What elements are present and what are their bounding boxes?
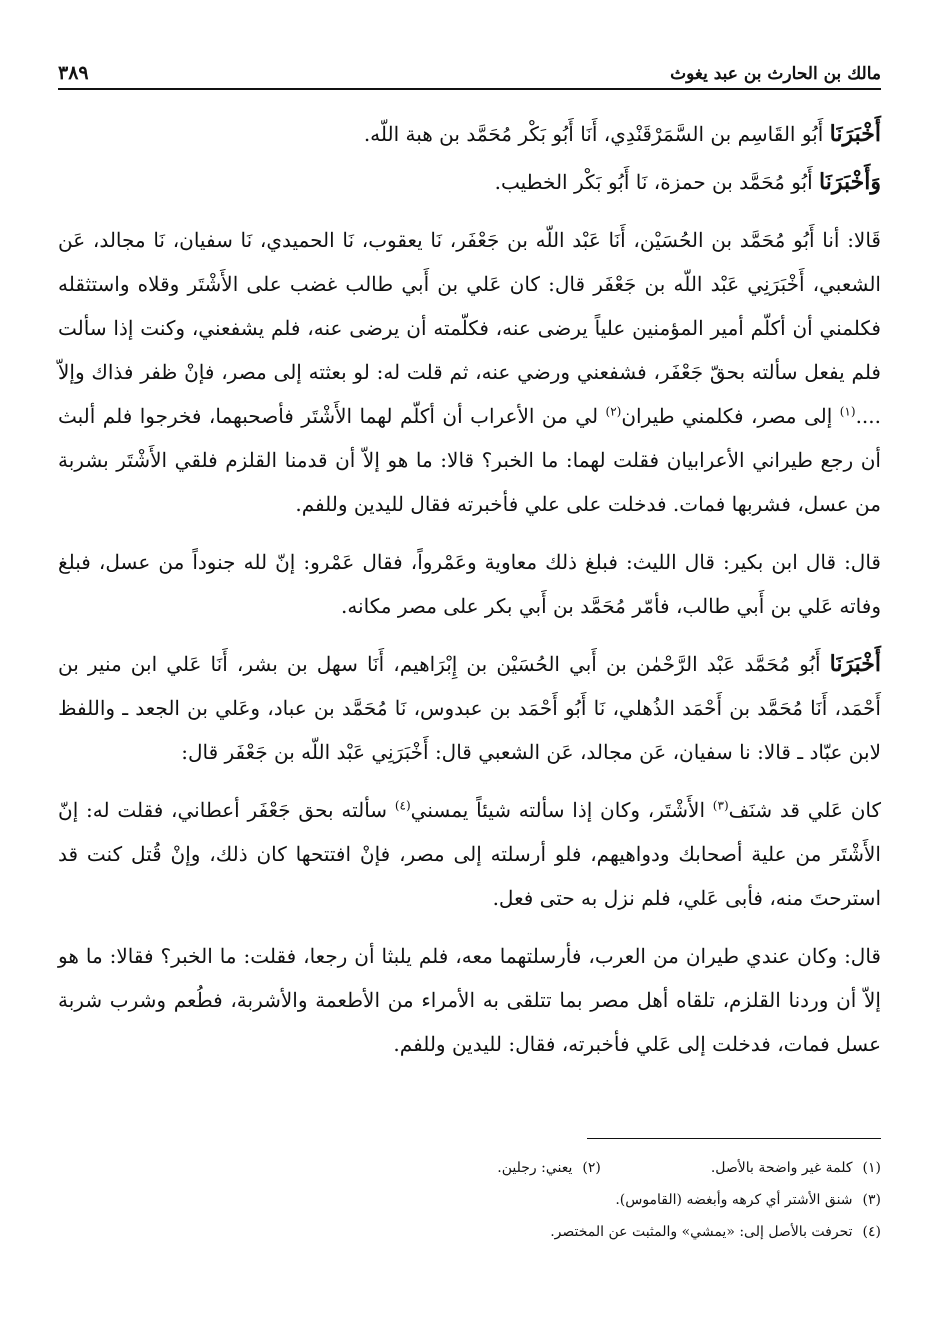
footnote-ref-1[interactable]: (١) [839,404,856,419]
footnote-number: (٣) [862,1192,881,1208]
footnote-1 [711,1152,881,1184]
footnote-divider [587,1138,881,1139]
footnote-4 [58,1216,881,1248]
keyword-akhbarana: أَخْبَرَنَا [829,121,881,147]
footnote-text: شنق الأشتر أي كرهه وأبغضه (القاموس). [615,1192,853,1208]
paragraph-2 [58,160,881,204]
paragraph-text: إلى مصر، فكلمني طيران [621,404,840,428]
running-title: مالك بن الحارث بن عبد يغوث [670,64,881,84]
paragraph-5 [58,642,881,774]
paragraph-text: لي من الأعراب أن أكلّم لهما الأَشْتَر فأصحبهما، فخرجوا فلم ألبث أن رجع طيراني الأعرابيان فقلت لهما: ما الخبر؟ قالا: ما هو إلاّ أن قدمنا القلزم فلقي الأَشْتَر بشربة من عسل، فشربها فمات. فدخلت على علي فأخبرته فقال لليدين وللفم. [58,404,881,516]
main-text [58,112,881,1066]
footnote-text: كلمة غير واضحة بالأصل. [710,1160,853,1176]
footnote-2 [497,1152,601,1184]
footnote-ref-4[interactable]: (٤) [394,798,411,813]
page-number: ٣٨٩ [58,62,89,84]
footnote-row [58,1152,881,1184]
paragraph-6 [58,788,881,920]
page-header [58,40,881,90]
footnote-number: (٤) [862,1224,881,1240]
keyword-akhbarana: أَخْبَرَنَا [829,651,881,677]
paragraph-text: كان عَلي قد شنَف [728,798,882,822]
paragraph-text: سألته بحق جَعْفَر أعطاني، فقلت له: إنّ الأَشْتَر من علية أصحابك ودواهيهم، فلو أرسلته إلى مصر، فإنْ افتتحها كان ذلك، وإنْ قُتل كنت قد استرحتَ منه، فأبى عَلي، فلم نزل به حتى فعل. [58,798,881,910]
paragraph-text: قَالا: أنا أَبُو مُحَمَّد بن الحُسَيْن، أَنَا عَبْد اللّه بن جَعْفَر، نَا يعقوب، نَا الحميدي، نَا سفيان، نَا مجالد، عَن الشعبي، أَخْبَرَنِي عَبْد اللّه بن جَعْفَر قال: كان عَلي بن أَبي طالب غضب على الأَشْتَر وقلاه واستثقله فكلمني أن أكلّم أمير المؤمنين علياً يرضى عنه، فكلّمته أن يرضى عنه، فلم يشفعني، وكنت إذا سألت فلم يفعل سألته بحقّ جَعْفَر، فشفعني ورضي عنه، ثم قلت له: لو بعثته إلى مصر، فإنْ ظفر فذاك وإلاّ .... [58,228,881,428]
keyword-wa-akhbarana: وَأَخْبَرَنَا [819,169,881,195]
paragraph-4: قال: قال ابن بكير: قال الليث: فبلغ ذلك معاوية وعَمْرواً، فقال عَمْرو: إنّ لله جنوداً من عسل، فبلغ وفاته عَلي بن أَبي طالب، فأمّر مُحَمَّد بن أَبي بكر على مصر مكانه. [58,550,881,618]
paragraph-7: قال: وكان عندي طيران من العرب، فأرسلتهما معه، فلم يلبثا أن رجعا، فقلت: ما الخبر؟ فقالا: ما هو إلاّ أن وردنا القلزم، تلقاه أهل مصر بما تتلقى به الأمراء من الأطعمة والأشربة، فطُعم وشرب شربة عسل فمات، فدخلت إلى عَلي فأخبرته، فقال: لليدين وللفم. [58,944,881,1056]
paragraph-text: أَبُو القَاسِم بن السَّمَرْقَنْدِي، أَنَا أَبُو بَكْر مُحَمَّد بن هبة اللّه. [363,122,830,146]
footnote-3 [58,1184,881,1216]
paragraph-1 [58,112,881,156]
footnote-text: يعني: رجلين. [497,1160,573,1176]
footnote-ref-2[interactable]: (٢) [605,404,622,419]
footnotes [58,1152,881,1248]
paragraph-3 [58,218,881,526]
paragraph-text: الأَشْتَر، وكان إذا سألته شيئاً يمسني [410,798,713,822]
footnote-text: تحرفت بالأصل إلى: «يمشي» والمثبت عن المختصر. [550,1224,853,1240]
paragraph-text: أَبُو مُحَمَّد بن حمزة، نَا أَبُو بَكْر الخطيب. [494,170,820,194]
footnote-number: (٢) [582,1160,601,1176]
footnote-ref-3[interactable]: (٣) [712,798,729,813]
paragraph-text: أَبُو مُحَمَّد عَبْد الرَّحْمٰن بن أَبي الحُسَيْن بن إِبْرَاهيم، أَنَا سهل بن بشر، أَنَا عَلي ابن منير بن أَحْمَد، أَنَا مُحَمَّد بن أَحْمَد الذُهلي، نَا أَبُو أَحْمَد بن عبدوس، نَا مُحَمَّد بن عباد، وعَلي بن الجعد ـ واللفظ لابن عبّاد ـ قالا: نا سفيان، عَن مجالد، عَن الشعبي قال: أَخْبَرَنِي عَبْد اللّه بن جَعْفَر قال: [58,652,881,764]
footnote-number: (١) [862,1160,881,1176]
